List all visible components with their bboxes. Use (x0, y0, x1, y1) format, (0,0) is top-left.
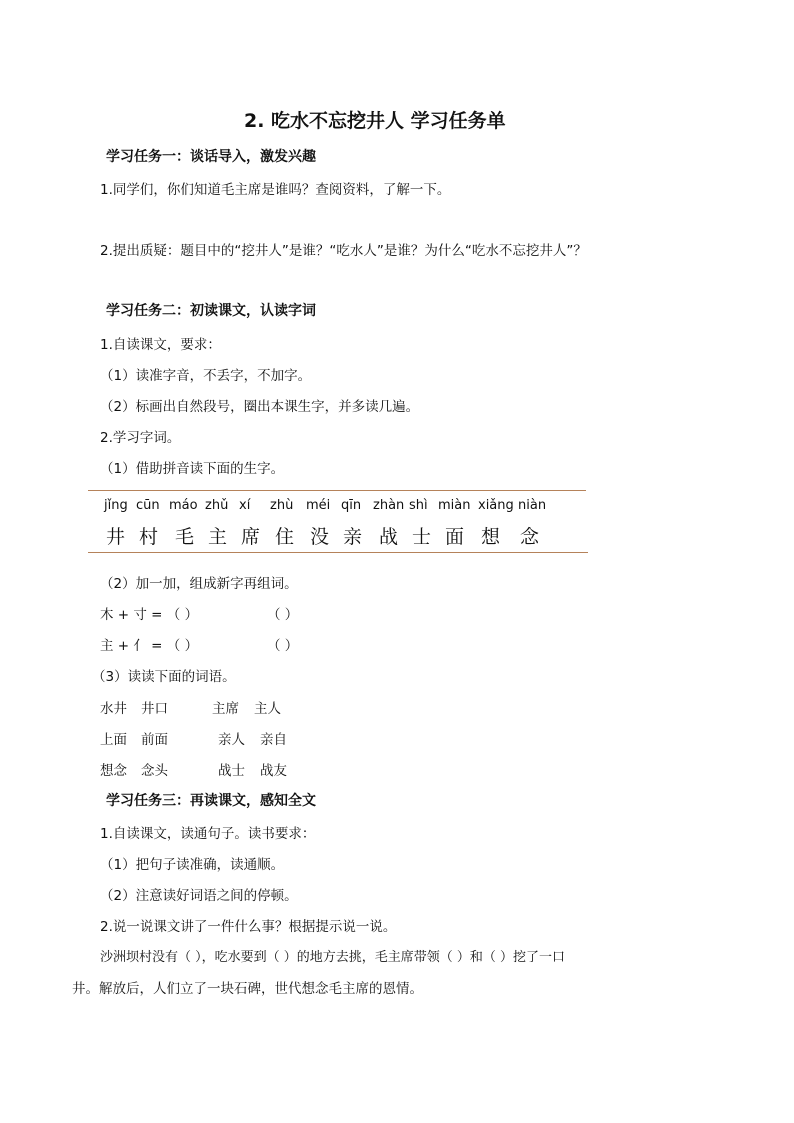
pinyin-syllable: zhàn (373, 498, 405, 513)
hanzi-character: 住 (275, 526, 295, 548)
add-equation-2: 主 + 亻 = （ ） (100, 638, 199, 654)
pinyin-syllable: qīn (341, 498, 362, 513)
vocab-word: 战士 (218, 763, 245, 779)
pinyin-syllable: cūn (136, 498, 160, 513)
task3-item-2: 2.说一说课文讲了一件什么事？根据提示说一说。 (100, 919, 397, 935)
hanzi-character: 士 (412, 526, 432, 548)
vocab-word: 亲自 (260, 732, 287, 748)
pinyin-syllable: xí (239, 498, 251, 513)
add-equation-1: 木 + 寸 = （ ） (100, 607, 199, 623)
vocab-word: 主席 (212, 701, 239, 717)
task2-item-2: 2.学习字词。 (100, 430, 181, 446)
add-words-blank-1: （ ） (267, 607, 299, 623)
hanzi-character: 没 (310, 526, 330, 548)
vocab-word: 水井 (100, 701, 127, 717)
task2-item-2a: （1）借助拼音读下面的生字。 (100, 461, 285, 477)
hanzi-character: 主 (208, 526, 228, 548)
hanzi-character: 念 (520, 526, 540, 548)
vocab-word: 想念 (100, 763, 127, 779)
hanzi-character: 想 (481, 526, 501, 548)
pinyin-syllable: niàn (518, 498, 547, 513)
hanzi-character: 战 (379, 526, 399, 548)
pinyin-syllable: méi (306, 498, 331, 513)
task3-item-1: 1.自读课文，读通句子。读书要求： (100, 826, 316, 842)
vocab-word: 念头 (141, 763, 168, 779)
task2-item-2c: （3）读读下面的词语。 (92, 669, 236, 685)
hanzi-character: 面 (445, 526, 465, 548)
task2-heading: 学习任务二：初读课文，认读字词 (106, 303, 316, 319)
char-band-bottom-rule (88, 552, 588, 553)
char-band-top-rule (88, 490, 586, 491)
task2-item-1a: （1）读准字音，不丢字，不加字。 (100, 368, 312, 384)
vocab-word: 前面 (141, 732, 168, 748)
task2-item-1: 1.自读课文，要求： (100, 337, 221, 353)
task1-heading: 学习任务一：谈话导入，激发兴趣 (106, 149, 316, 165)
task3-paragraph-line-2: 井。解放后，人们立了一块石碑，世代想念毛主席的恩情。 (72, 981, 423, 997)
pinyin-syllable: zhù (270, 498, 294, 513)
task2-item-2b: （2）加一加，组成新字再组词。 (100, 576, 298, 592)
vocab-word: 上面 (100, 732, 127, 748)
vocab-word: 战友 (260, 763, 287, 779)
task3-item-1b: （2）注意读好词语之间的停顿。 (100, 888, 298, 904)
vocab-word: 井口 (141, 701, 168, 717)
hanzi-character: 亲 (343, 526, 363, 548)
hanzi-character: 村 (139, 526, 159, 548)
pinyin-syllable: jǐng (104, 498, 128, 513)
vocab-word: 亲人 (218, 732, 245, 748)
pinyin-syllable: miàn (438, 498, 471, 513)
page-title: 2. 吃水不忘挖井人 学习任务单 (244, 110, 506, 132)
hanzi-character: 席 (241, 526, 261, 548)
hanzi-character: 井 (106, 526, 126, 548)
task1-question-1: 1.同学们，你们知道毛主席是谁吗？查阅资料，了解一下。 (100, 182, 451, 198)
pinyin-syllable: máo (169, 498, 198, 513)
pinyin-syllable: xiǎng (478, 498, 514, 513)
add-words-blank-2: （ ） (267, 638, 299, 654)
hanzi-character: 毛 (175, 526, 195, 548)
task3-paragraph-line-1: 沙洲坝村没有（ ），吃水要到（ ）的地方去挑，毛主席带领（ ）和（ ）挖了一口 (100, 950, 566, 965)
pinyin-syllable: zhǔ (205, 498, 229, 513)
task1-question-2: 2.提出质疑：题目中的“挖井人”是谁？“吃水人”是谁？为什么“吃水不忘挖井人”？ (100, 243, 587, 259)
task2-item-1b: （2）标画出自然段号，圈出本课生字，并多读几遍。 (100, 399, 420, 415)
task3-heading: 学习任务三：再读课文，感知全文 (106, 793, 316, 809)
task3-item-1a: （1）把句子读准确，读通顺。 (100, 857, 285, 873)
vocab-word: 主人 (254, 701, 281, 717)
pinyin-syllable: shì (409, 498, 428, 513)
